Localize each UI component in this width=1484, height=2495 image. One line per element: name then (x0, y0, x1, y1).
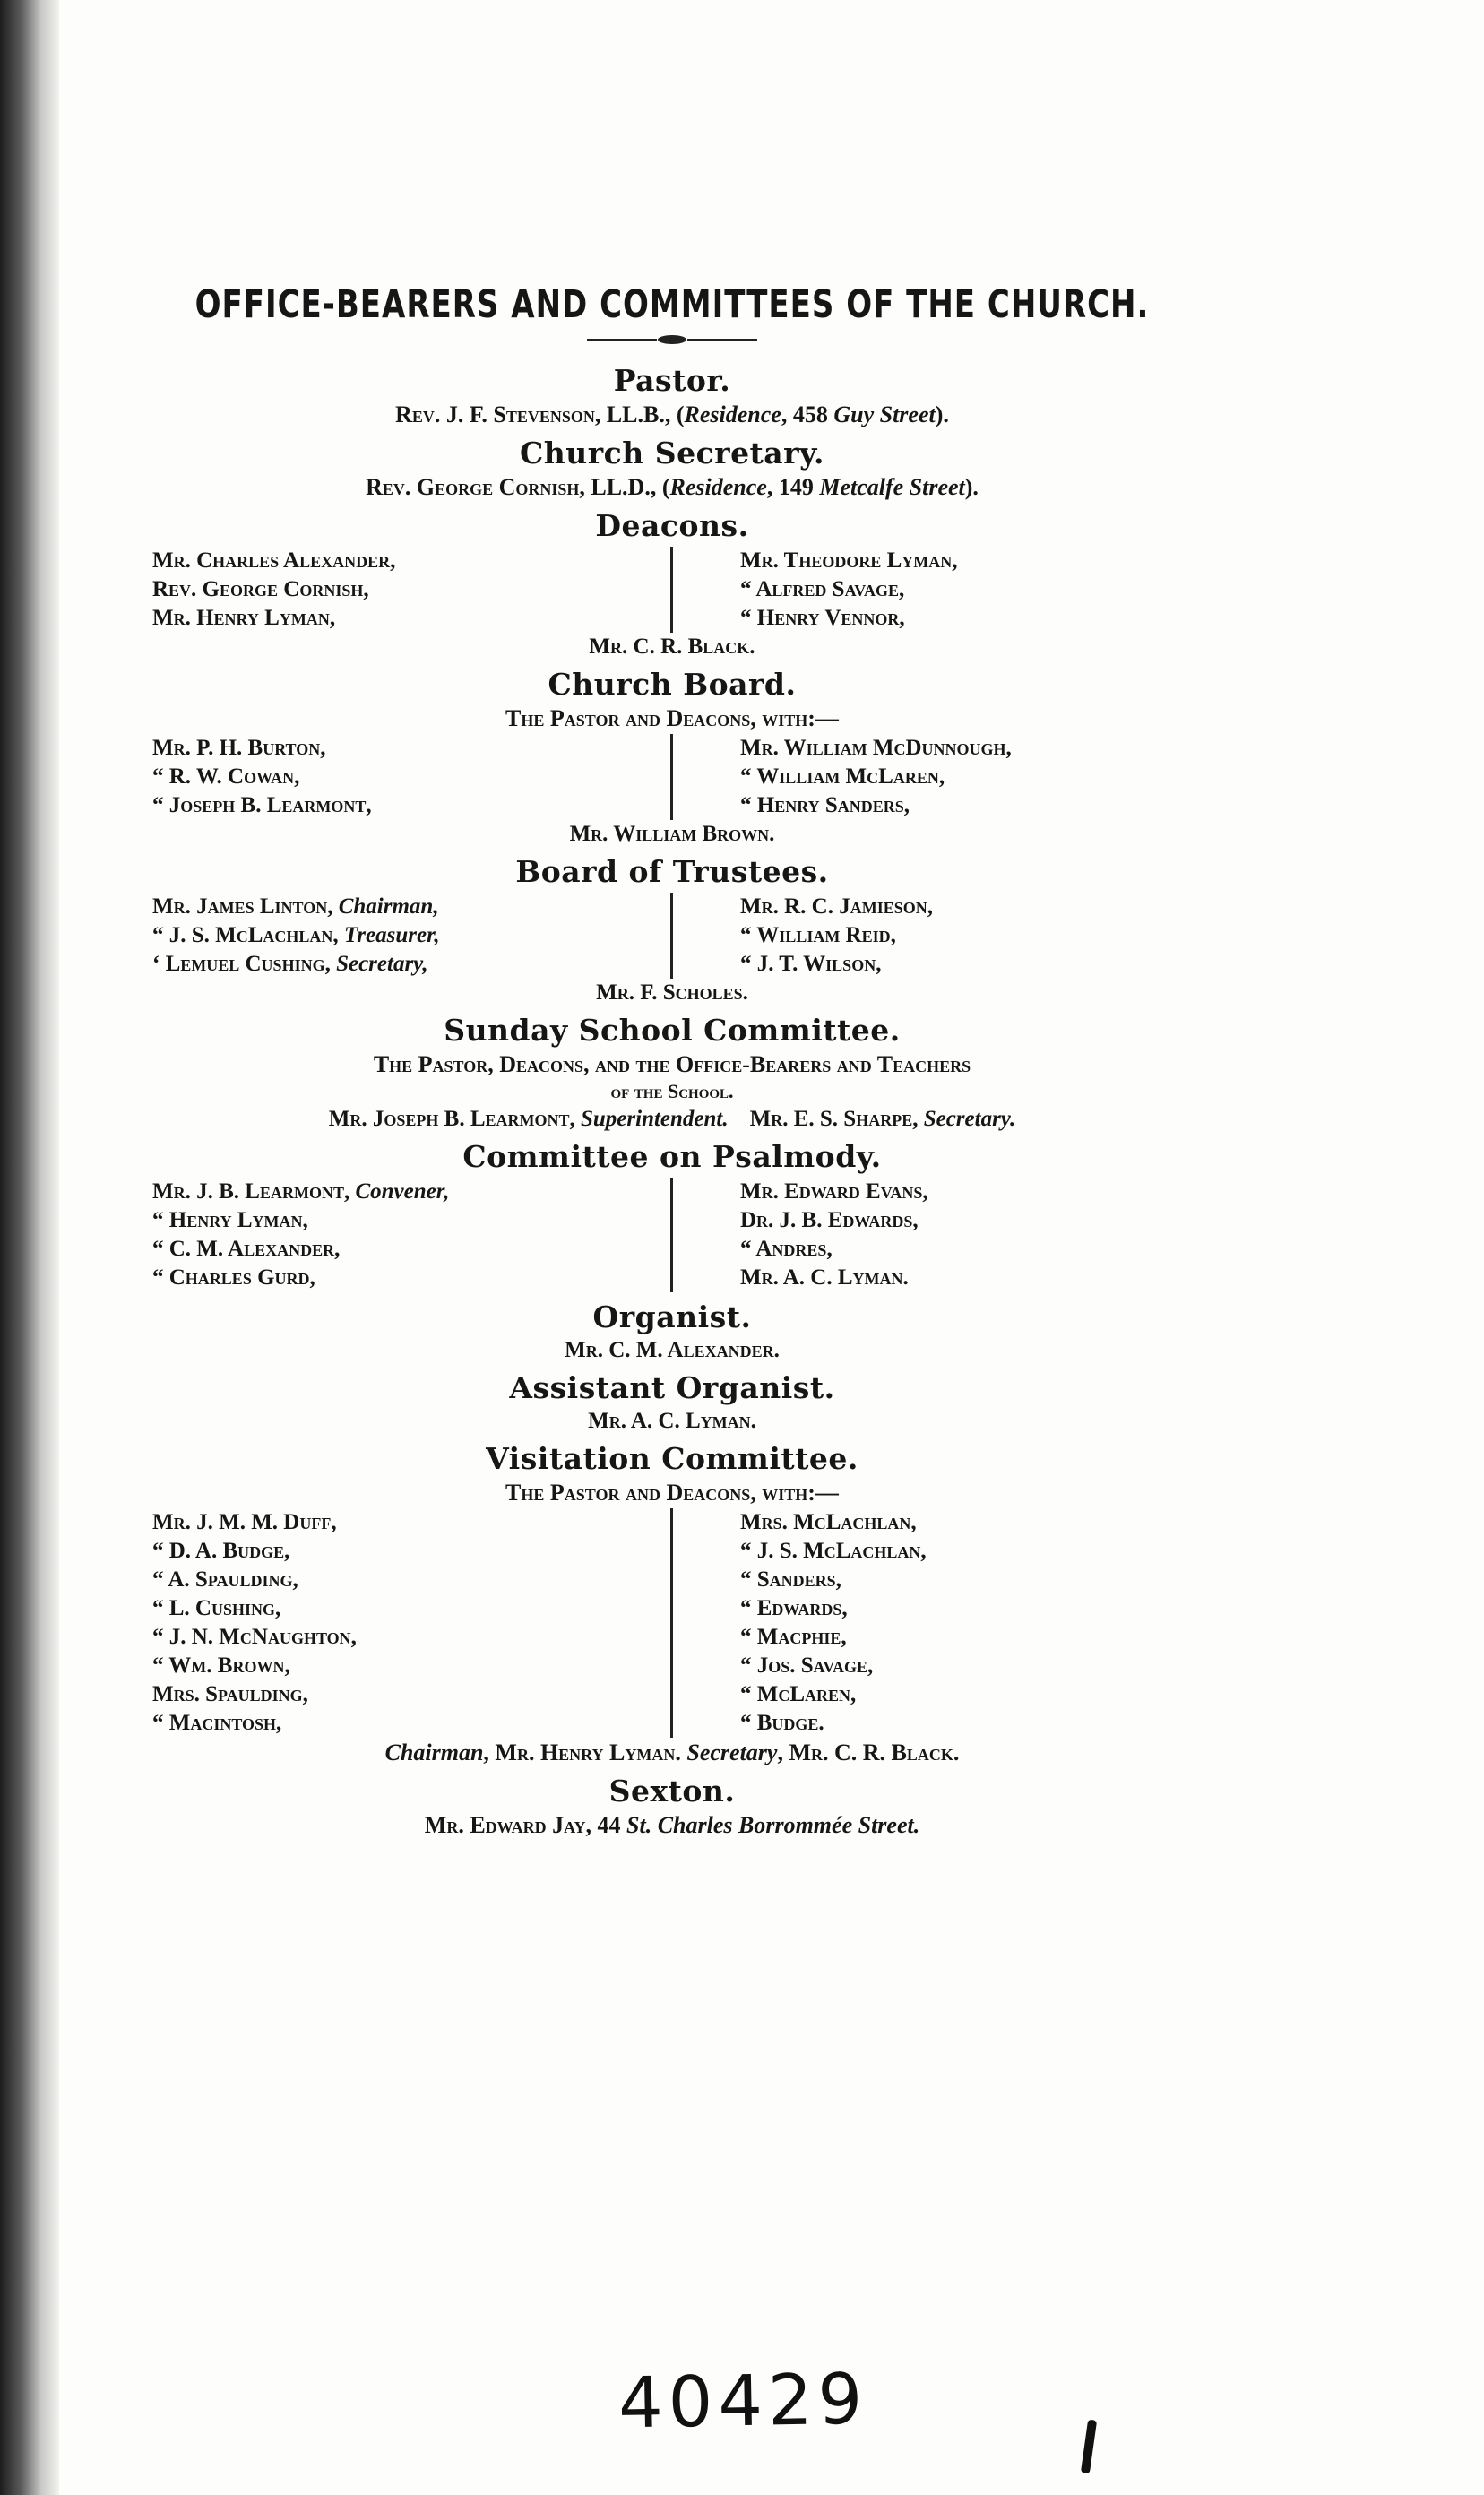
deacons-left-column (143, 547, 640, 633)
list-item: “ Joseph B. Learmont, (152, 793, 372, 817)
trustees-left-column (143, 893, 640, 979)
list-item: Mr. William McDunnough, (740, 736, 1012, 760)
page-title: OFFICE-BEARERS AND COMMITTEES OF THE CHURCH. (194, 282, 1150, 327)
list-item: Mr. Charles Alexander, (152, 548, 396, 573)
sunday-school-intro-2: of the School. (610, 1080, 734, 1102)
column-divider (670, 893, 673, 979)
pastor-heading: Pastor. (613, 363, 731, 398)
list-item: “ McLaren, (740, 1682, 857, 1706)
sexton-heading: Sexton. (608, 1774, 736, 1809)
visitation-intro: The Pastor and Deacons, with:— (505, 1480, 839, 1506)
deacons-heading: Deacons. (595, 508, 749, 543)
sunday-school-officers: Mr. Joseph B. Learmont, Superintendent. Mr. E. S. Sharpe, Secretary. (328, 1107, 1016, 1131)
list-item: “ Wm. Brown, (152, 1653, 290, 1678)
psalmody-left-column (143, 1178, 640, 1292)
list-item: “ L. Cushing, (152, 1596, 281, 1620)
list-item: Mr. J. B. Learmont, Convener, (152, 1179, 450, 1204)
church-board-right-column (704, 734, 1201, 820)
organist-name: Mr. C. M. Alexander. (565, 1338, 780, 1362)
church-secretary-line: Rev. George Cornish, LL.D., (Residence, 149 Metcalfe Street). (366, 474, 979, 500)
list-item: Dr. J. B. Edwards, (740, 1208, 919, 1232)
book-spine-shadow (0, 0, 59, 2495)
list-item: “ William McLaren, (740, 764, 945, 789)
list-item: “ William Reid, (740, 923, 896, 947)
assistant-organist-name: Mr. A. C. Lyman. (588, 1409, 756, 1433)
church-board-heading: Church Board. (548, 667, 797, 702)
list-item: ‘ Lemuel Cushing, Secretary, (152, 952, 428, 976)
list-item: “ Charles Gurd, (152, 1265, 315, 1290)
list-item: “ J. T. Wilson, (740, 952, 882, 976)
column-divider (670, 1508, 673, 1738)
pastor-line: Rev. J. F. Stevenson, LL.B., (Residence, 458 Guy Street). (395, 401, 949, 427)
list-item: Mr. Theodore Lyman, (740, 548, 958, 573)
visitation-right-column (704, 1508, 1201, 1738)
trustees-heading: Board of Trustees. (515, 854, 829, 889)
list-item: “ D. A. Budge, (152, 1539, 290, 1563)
church-board-left-column (143, 734, 640, 820)
psalmody-columns (143, 1178, 1201, 1292)
list-item: “ Macphie, (740, 1625, 847, 1649)
document-page (143, 282, 1201, 1841)
list-item: “ J. S. McLachlan, Treasurer, (152, 923, 440, 947)
list-item: “ C. M. Alexander, (152, 1237, 341, 1261)
list-item: “ A. Spaulding, (152, 1567, 298, 1592)
church-board-intro: The Pastor and Deacons, with:— (505, 705, 839, 731)
church-secretary-heading: Church Secretary. (520, 436, 824, 471)
list-item: “ Macintosh, (152, 1711, 282, 1735)
trustees-center-name: Mr. F. Scholes. (596, 980, 748, 1005)
church-board-center-name: Mr. William Brown. (569, 822, 775, 846)
list-item: Mr. James Linton, Chairman, (152, 894, 439, 919)
list-item: “ Edwards, (740, 1596, 848, 1620)
list-item: Mr. Henry Lyman, (152, 606, 336, 630)
handwritten-catalog-number: 40429 (617, 2359, 868, 2445)
list-item: Mr. J. M. M. Duff, (152, 1510, 337, 1534)
organist-heading: Organist. (592, 1299, 752, 1334)
column-divider (670, 547, 673, 633)
church-board-columns (143, 734, 1201, 820)
list-item: Rev. George Cornish, (152, 577, 369, 601)
list-item: “ Sanders, (740, 1567, 841, 1592)
visitation-heading: Visitation Committee. (486, 1441, 858, 1476)
list-item: “ J. S. McLachlan, (740, 1539, 927, 1563)
sexton-line: Mr. Edward Jay, 44 St. Charles Borrommée Street. (424, 1812, 920, 1838)
list-item: “ Andres, (740, 1237, 833, 1261)
visitation-left-column (143, 1508, 640, 1738)
list-item: “ Budge. (740, 1711, 824, 1735)
list-item: Mr. R. C. Jamieson, (740, 894, 933, 919)
column-divider (670, 734, 673, 820)
list-item: “ Alfred Savage, (740, 577, 905, 601)
ornament-divider-icon (587, 333, 757, 346)
deacons-center-name: Mr. C. R. Black. (589, 635, 755, 659)
assistant-organist-heading: Assistant Organist. (509, 1370, 835, 1405)
list-item: “ Henry Lyman, (152, 1208, 308, 1232)
visitation-officers: Chairman, Mr. Henry Lyman. Secretary, Mr. C. R. Black. (384, 1740, 960, 1765)
list-item: “ Henry Sanders, (740, 793, 910, 817)
list-item: “ J. N. McNaughton, (152, 1625, 357, 1649)
column-divider (670, 1178, 673, 1292)
deacons-columns (143, 547, 1201, 633)
trustees-right-column (704, 893, 1201, 979)
list-item: Mrs. Spaulding, (152, 1682, 308, 1706)
sunday-school-heading: Sunday School Committee. (444, 1013, 901, 1048)
list-item: “ Jos. Savage, (740, 1653, 874, 1678)
list-item: Mr. Edward Evans, (740, 1179, 928, 1204)
visitation-columns (143, 1508, 1201, 1738)
trustees-columns (143, 893, 1201, 979)
list-item: Mrs. McLachlan, (740, 1510, 917, 1534)
sunday-school-intro-1: The Pastor, Deacons, and the Office-Bearers and Teachers (373, 1051, 971, 1077)
ink-mark (1081, 2420, 1097, 2474)
list-item: “ Henry Vennor, (740, 606, 905, 630)
psalmody-right-column (704, 1178, 1201, 1292)
psalmody-heading: Committee on Psalmody. (462, 1139, 882, 1174)
title-ornament (143, 333, 1201, 350)
deacons-right-column (704, 547, 1201, 633)
list-item: Mr. P. H. Burton, (152, 736, 326, 760)
list-item: “ R. W. Cowan, (152, 764, 300, 789)
list-item: Mr. A. C. Lyman. (740, 1265, 909, 1290)
